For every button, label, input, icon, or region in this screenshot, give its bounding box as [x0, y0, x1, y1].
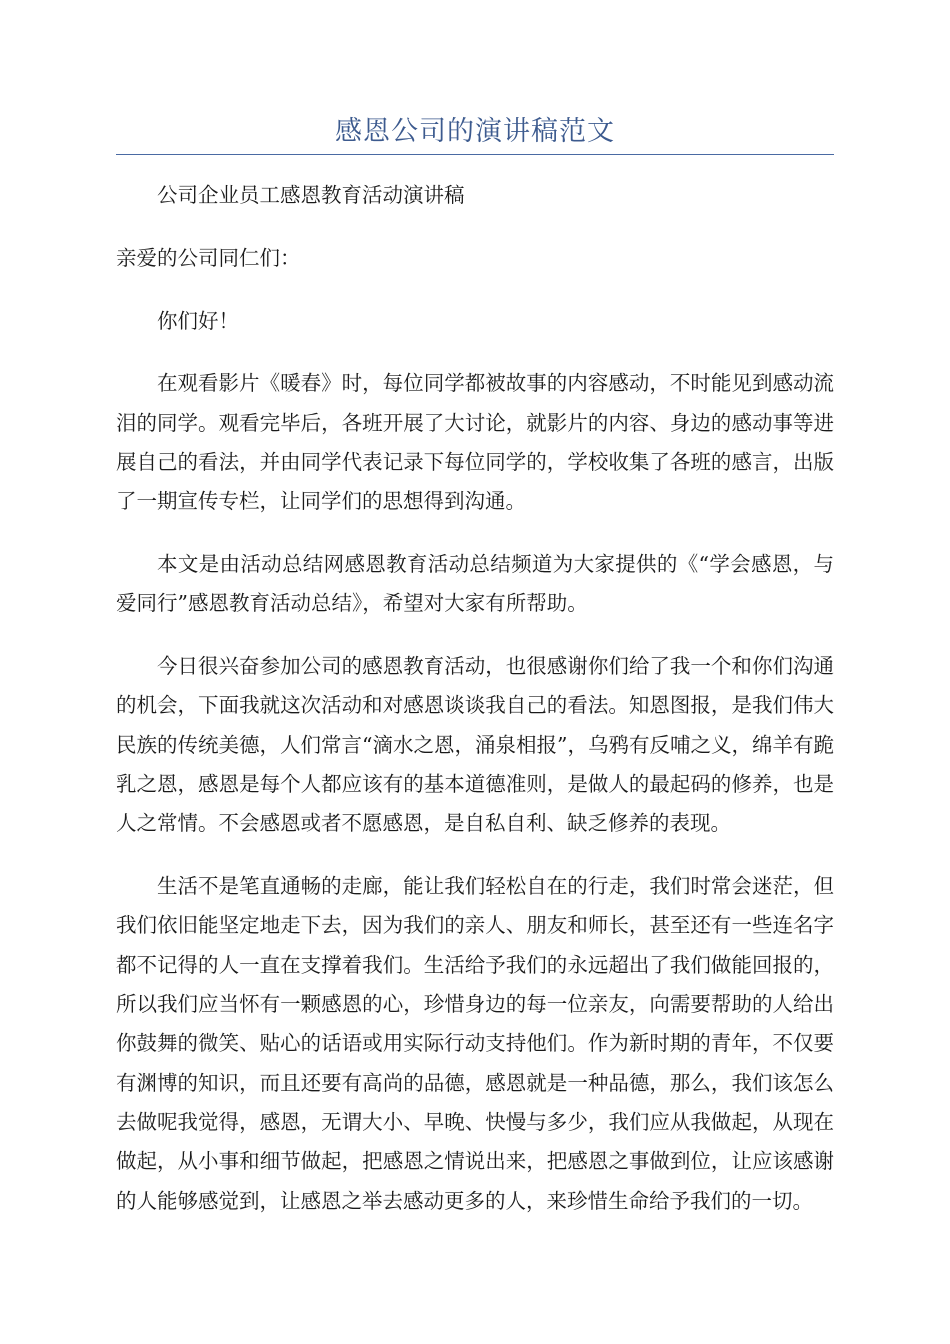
- paragraph-movie: 在观看影片《暖春》时，每位同学都被故事的内容感动，不时能见到感动流泪的同学。观看完毕后，各班开展了大讨论，就影片的内容、身边的感动事等进展自己的看法，并由同学代表记录下每位同学的，学校收集了各班的感言，出版了一期宣传专栏，让同学们的思想得到沟通。: [116, 371, 834, 514]
- paragraph-life: 生活不是笔直通畅的走廊，能让我们轻松自在的行走，我们时常会迷茫，但我们依旧能坚定地走下去，因为我们的亲人、朋友和师长，甚至还有一些连名字都不记得的人一直在支撑着我们。生活给予我们的永远超出了我们做能回报的，所以我们应当怀有一颗感恩的心，珍惜身边的每一位亲友，向需要帮助的人给出你鼓舞的微笑、贴心的话语或用实际行动支持他们。作为新时期的青年，不仅要有渊博的知识，而且还要有高尚的品德，感恩就是一种品德，那么，我们该怎么去做呢我觉得，感恩，无谓大小、早晚、快慢与多少，我们应从我做起，从现在做起，从小事和细节做起，把感恩之情说出来，把感恩之事做到位，让应该感谢的人能够感觉到，让感恩之举去感动更多的人，来珍惜生命给予我们的一切。: [116, 874, 834, 1213]
- paragraph-source: 本文是由活动总结网感恩教育活动总结频道为大家提供的《“学会感恩，与爱同行”感恩教育活动总结》，希望对大家有所帮助。: [116, 552, 834, 616]
- paragraph-gratitude: 今日很兴奋参加公司的感恩教育活动，也很感谢你们给了我一个和你们沟通的机会，下面我就这次活动和对感恩谈谈我自己的看法。知恩图报，是我们伟大民族的传统美德，人们常言“滴水之恩，涌泉相报”，乌鸦有反哺之义，绵羊有跪乳之恩，感恩是每个人都应该有的基本道德准则，是做人的最起码的修养，也是人之常情。不会感恩或者不愿感恩，是自私自利、缺乏修养的表现。: [116, 654, 834, 836]
- document-title: 感恩公司的演讲稿范文: [335, 116, 615, 147]
- paragraph-subtitle: 公司企业员工感恩教育活动演讲稿: [157, 183, 465, 207]
- paragraph-greeting: 你们好！: [157, 308, 239, 333]
- title-underline: [116, 154, 834, 155]
- document-body: [116, 176, 834, 1244]
- paragraph-salutation: 亲爱的公司同仁们：: [116, 245, 301, 270]
